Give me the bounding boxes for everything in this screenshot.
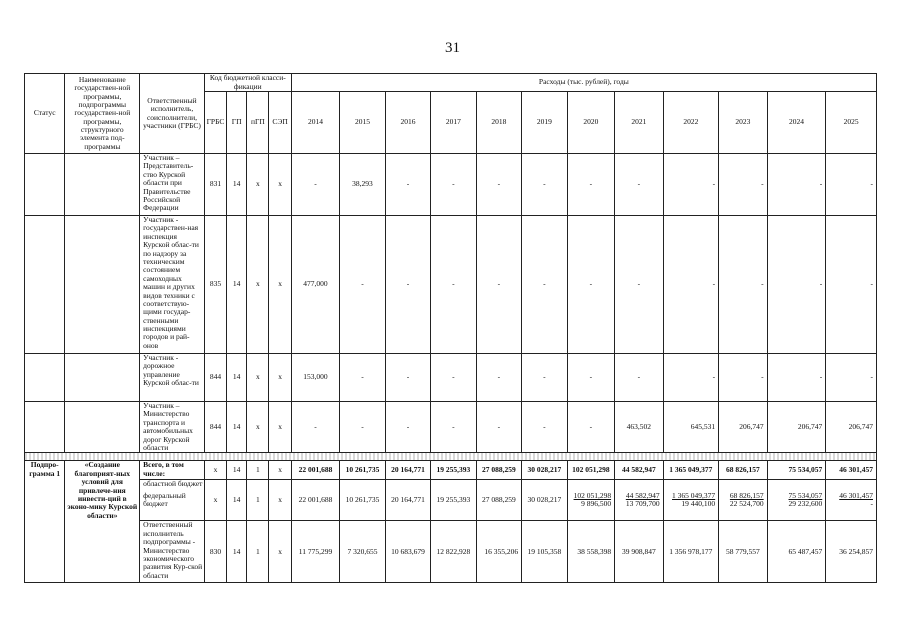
header-year: 2020 (567, 92, 614, 154)
value-cell: 1 365 049,377 (663, 461, 719, 480)
regional-budget-value: 68 826,157 (729, 490, 764, 500)
value-cell: 153,000 (291, 354, 340, 402)
header-year: 2025 (826, 92, 877, 154)
value-cell: 16 355,206 (476, 521, 521, 583)
regional-budget-value: 30 028,217 (527, 495, 562, 505)
header-gp: ГП (227, 92, 247, 154)
budget-value-cell (615, 480, 664, 521)
subprogram-body (25, 461, 877, 583)
status-cell-empty (25, 216, 65, 354)
header-spend-group: Расходы (тыс. рублей), годы (291, 74, 876, 92)
participant-row (25, 216, 877, 354)
code-cell: х (247, 402, 269, 453)
value-cell: 463,502 (615, 402, 664, 453)
value-cell: - (431, 402, 476, 453)
value-cell: 206,747 (767, 402, 826, 453)
federal-budget-value: 22 524,700 (729, 499, 764, 509)
regional-budget-value: 10 261,735 (345, 495, 380, 505)
code-cell: х (269, 461, 291, 480)
regional-budget-value: 19 255,393 (436, 495, 471, 505)
value-cell: - (615, 216, 664, 354)
budget-value-cell (567, 480, 614, 521)
code-cell: 14 (227, 354, 247, 402)
participant-name: Участник - дорожное управление Курской облас-ти (140, 354, 205, 402)
code-cell: 844 (204, 354, 226, 402)
code-cell: х (247, 216, 269, 354)
code-cell: х (269, 154, 291, 216)
value-cell: 206,747 (719, 402, 768, 453)
value-cell: - (340, 402, 385, 453)
value-cell: - (476, 216, 521, 354)
value-cell: - (476, 154, 521, 216)
participant-name: Участник – Министерство транспорта и автомобильных дорог Курской области (140, 402, 205, 453)
federal-budget-value: 29 232,600 (788, 499, 823, 509)
regional-budget-value: 46 301,457 (839, 490, 873, 500)
value-cell: 102 051,298 (567, 461, 614, 480)
header-year: 2018 (476, 92, 521, 154)
name-cell-empty (65, 402, 140, 453)
value-cell: - (385, 216, 430, 354)
value-cell: - (291, 402, 340, 453)
name-cell-empty (65, 354, 140, 402)
regional-budget-value: 75 534,057 (788, 490, 823, 500)
header-sep: СЭП (269, 92, 291, 154)
header-code-group: Код бюджетной класси-фикации (204, 74, 291, 92)
code-cell: х (269, 216, 291, 354)
code-cell: 1 (247, 521, 269, 583)
code-cell: х (269, 402, 291, 453)
header-year: 2017 (431, 92, 476, 154)
regional-budget-value: 27 088,259 (482, 495, 516, 505)
value-cell: - (385, 402, 430, 453)
value-cell: - (522, 216, 567, 354)
value-cell: - (522, 154, 567, 216)
code-cell: 1 (247, 461, 269, 480)
federal-budget-label: федеральный бюджет (143, 490, 186, 509)
value-cell: 65 487,457 (767, 521, 826, 583)
value-cell: 46 301,457 (826, 461, 877, 480)
code-cell: х (269, 354, 291, 402)
value-cell: 10 261,735 (340, 461, 385, 480)
value-cell: 12 822,928 (431, 521, 476, 583)
budget-value-cell (719, 480, 768, 521)
name-cell-empty (65, 154, 140, 216)
value-cell: 38 558,398 (567, 521, 614, 583)
value-cell: - (615, 154, 664, 216)
value-cell: - (719, 354, 768, 402)
budget-value-cell (291, 480, 340, 521)
header-year: 2021 (615, 92, 664, 154)
code-cell: 14 (227, 216, 247, 354)
value-cell: 44 582,947 (615, 461, 664, 480)
code-cell: 835 (204, 216, 226, 354)
page-number: 31 (445, 40, 460, 56)
value-cell: 19 105,358 (522, 521, 567, 583)
value-cell: - (385, 354, 430, 402)
value-cell: 30 028,217 (522, 461, 567, 480)
code-cell: х (269, 480, 291, 521)
value-cell: - (476, 402, 521, 453)
regional-budget-value: 1 365 049,377 (672, 490, 716, 500)
code-cell: х (247, 154, 269, 216)
value-cell: - (663, 216, 719, 354)
value-cell: - (522, 402, 567, 453)
value-cell: 7 320,655 (340, 521, 385, 583)
value-cell: - (663, 354, 719, 402)
value-cell: - (615, 354, 664, 402)
value-cell: 19 255,393 (431, 461, 476, 480)
budget-value-cell (522, 480, 567, 521)
value-cell: - (719, 154, 768, 216)
value-cell: - (826, 216, 877, 354)
value-cell: - (385, 154, 430, 216)
participant-name: Участник - государствен-ная инспекция Курской облас-ти по надзору за техническим состоянием самоходных машин и других видов техники с соответствую-щими государ-ственными инспекциями городов и рай-онов (140, 216, 205, 354)
total-label: Всего, в том числе: (140, 461, 205, 480)
header-year: 2016 (385, 92, 430, 154)
value-cell: 20 164,771 (385, 461, 430, 480)
budget-table (24, 73, 877, 583)
value-cell: - (431, 216, 476, 354)
code-cell: х (204, 480, 226, 521)
value-cell: 11 775,299 (291, 521, 340, 583)
subprogram-name: «Создание благоприят-ных условий для привлече-ния инвести-ций в эконо-мику Курской области» (65, 461, 140, 583)
value-cell: 68 826,157 (719, 461, 768, 480)
federal-budget-value: 19 440,100 (681, 499, 716, 509)
header-year: 2022 (663, 92, 719, 154)
code-cell: х (269, 521, 291, 583)
value-cell: - (522, 354, 567, 402)
regional-budget-value: 20 164,771 (391, 495, 425, 505)
subprogram-status: Подпро-грамма 1 (25, 461, 65, 583)
participant-row (25, 154, 877, 216)
value-cell: 206,747 (826, 402, 877, 453)
value-cell: 39 908,847 (615, 521, 664, 583)
value-cell: - (340, 216, 385, 354)
regional-budget-value: 44 582,947 (625, 490, 660, 500)
code-cell: 830 (204, 521, 226, 583)
participant-name: Участник – Представитель-ство Курской области при Правительстве Российской Федерации (140, 154, 205, 216)
value-cell: 1 356 978,177 (663, 521, 719, 583)
code-cell: х (247, 354, 269, 402)
value-cell: - (431, 354, 476, 402)
code-cell: 14 (227, 461, 247, 480)
value-cell: - (767, 154, 826, 216)
value-cell: - (826, 154, 877, 216)
regional-budget-label: областной бюджет (143, 479, 203, 489)
code-cell: 14 (227, 402, 247, 453)
value-cell: - (567, 402, 614, 453)
code-cell: 14 (227, 521, 247, 583)
value-cell: - (719, 216, 768, 354)
header-year: 2024 (767, 92, 826, 154)
federal-budget-value: - (870, 499, 873, 509)
header-name: Наименование государствен-ной программы, подпрограммы государствен-ной программы, структурного элемента под-программы (65, 74, 140, 154)
code-cell: 1 (247, 480, 269, 521)
value-cell: 27 088,259 (476, 461, 521, 480)
participant-row (25, 354, 877, 402)
budget-value-cell (385, 480, 430, 521)
subprogram-budget-row (25, 480, 877, 521)
value-cell: 58 779,557 (719, 521, 768, 583)
value-cell: 36 254,857 (826, 521, 877, 583)
separator (25, 453, 877, 461)
header-year: 2015 (340, 92, 385, 154)
code-cell: 14 (227, 480, 247, 521)
status-cell-empty (25, 402, 65, 453)
value-cell: - (826, 354, 877, 402)
budget-value-cell (826, 480, 877, 521)
budget-value-cell (431, 480, 476, 521)
header-status: Статус (25, 74, 65, 154)
header-grbs: ГРБС (204, 92, 226, 154)
header-pgp: пГП (247, 92, 269, 154)
budget-value-cell (476, 480, 521, 521)
budget-label (140, 480, 205, 521)
value-cell: - (476, 354, 521, 402)
code-cell: 831 (204, 154, 226, 216)
value-cell: - (663, 154, 719, 216)
code-cell: 844 (204, 402, 226, 453)
status-cell-empty (25, 354, 65, 402)
value-cell: - (567, 154, 614, 216)
header-year: 2023 (719, 92, 768, 154)
name-cell-empty (65, 216, 140, 354)
header-responsible: Ответственный исполнитель, соисполнители, участники (ГРБС) (140, 74, 205, 154)
header-year: 2014 (291, 92, 340, 154)
budget-value-cell (767, 480, 826, 521)
regional-budget-value: 102 051,298 (573, 490, 612, 500)
value-cell: 10 683,679 (385, 521, 430, 583)
header-year: 2019 (522, 92, 567, 154)
value-cell: 75 534,057 (767, 461, 826, 480)
participants-body (25, 154, 877, 453)
status-cell-empty (25, 154, 65, 216)
regional-budget-value: 22 001,688 (298, 495, 333, 505)
separator-row (25, 453, 877, 461)
value-cell: - (340, 354, 385, 402)
value-cell: - (567, 216, 614, 354)
code-cell: х (204, 461, 226, 480)
value-cell: - (567, 354, 614, 402)
value-cell: 477,000 (291, 216, 340, 354)
executor-label: Ответственный исполнитель подпрограммы - Министерство экономического развития Кур-ской области (140, 521, 205, 583)
value-cell: - (767, 354, 826, 402)
budget-value-cell (663, 480, 719, 521)
budget-value-cell (340, 480, 385, 521)
value-cell: - (431, 154, 476, 216)
subprogram-executor-row (25, 521, 877, 583)
value-cell: 22 001,688 (291, 461, 340, 480)
federal-budget-value: 13 709,700 (625, 499, 660, 509)
value-cell: - (767, 216, 826, 354)
code-cell: 14 (227, 154, 247, 216)
subprogram-total-row (25, 461, 877, 480)
value-cell: 645,531 (663, 402, 719, 453)
federal-budget-value: 9 896,500 (581, 499, 612, 509)
value-cell: 38,293 (340, 154, 385, 216)
participant-row (25, 402, 877, 453)
value-cell: - (291, 154, 340, 216)
